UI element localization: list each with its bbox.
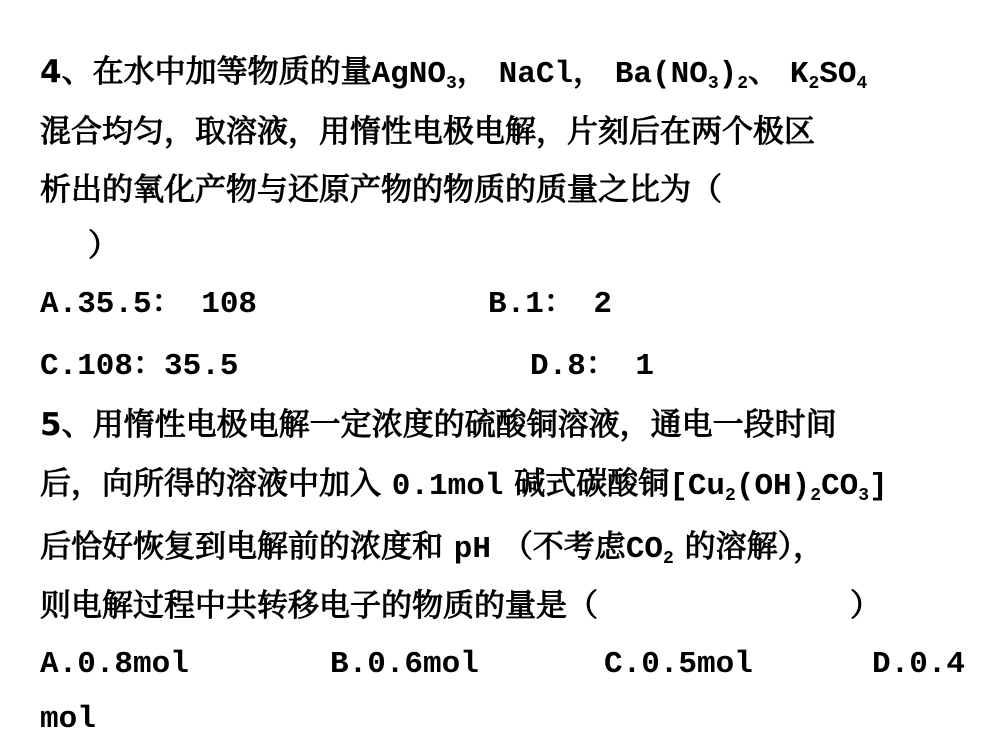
q5-line-2-prefix: 后，向所得的溶液中加入 bbox=[40, 466, 381, 502]
q5-option-b[interactable]: B.0.6mol bbox=[330, 647, 479, 682]
q4-option-a[interactable]: A.35.5： 108 bbox=[40, 287, 258, 322]
q4-option-b[interactable]: B.1： 2 bbox=[488, 287, 613, 322]
q4-line-1 bbox=[40, 52, 867, 95]
q4-option-d[interactable]: D.8： 1 bbox=[530, 349, 655, 384]
q5-formula bbox=[669, 469, 888, 504]
q5-line-3 bbox=[40, 527, 824, 570]
q4-bano bbox=[615, 57, 748, 92]
q4-bano-text: Ba(NO bbox=[614, 57, 708, 92]
q5-co2-text: CO bbox=[625, 532, 664, 567]
q4-so-sub: 4 bbox=[856, 74, 868, 94]
q5-line-2 bbox=[40, 464, 888, 507]
q5-line-4: 则电解过程中共转移电子的物质的量是（ bbox=[40, 588, 598, 624]
q4-bano-sub2: 2 bbox=[737, 74, 749, 94]
q4-line-2: 混合均匀，取溶液，用惰性电极电解，片刻后在两个极区 bbox=[40, 114, 815, 150]
q5-oh-sub: 2 bbox=[810, 486, 822, 506]
q4-sep2: ， bbox=[573, 54, 605, 90]
q5-amount: 0.1mol bbox=[391, 469, 504, 504]
q5-co2 bbox=[626, 532, 674, 567]
q5-line-3-mid: （不考虑 bbox=[501, 529, 626, 565]
q5-formula-open: [Cu bbox=[669, 469, 726, 504]
q5-co: CO bbox=[821, 469, 859, 504]
q5-option-d-cont[interactable]: mol bbox=[40, 702, 96, 737]
q5-line-3-suffix: 的溶解）， bbox=[684, 529, 825, 565]
q4-k2so4 bbox=[790, 57, 867, 92]
q4-line-3: 析出的氧化产物与还原产物的物质的质量之比为（ bbox=[40, 172, 722, 208]
q5-co-sub: 3 bbox=[858, 486, 870, 506]
q4-k-sub: 2 bbox=[808, 74, 820, 94]
q4-sep1: ， bbox=[456, 54, 488, 90]
q5-option-d[interactable]: D.0.4 bbox=[872, 647, 966, 682]
q4-bano-sub1: 3 bbox=[707, 74, 719, 94]
q4-prefix: 4、在水中加等物质的量 bbox=[40, 54, 372, 90]
q5-line-1: 5、用惰性电极电解一定浓度的硫酸铜溶液，通电一段时间 bbox=[40, 407, 837, 443]
q4-option-c[interactable]: C.108：35.5 bbox=[40, 349, 239, 384]
q5-ph: pH bbox=[453, 532, 492, 567]
q4-agno bbox=[372, 57, 457, 92]
q5-co2-sub: 2 bbox=[663, 549, 674, 569]
q4-line-4: ） bbox=[88, 228, 119, 264]
q4-agno-text: AgNO bbox=[371, 57, 446, 92]
q4-sep3: 、 bbox=[748, 54, 780, 90]
q4-bano-close: ) bbox=[718, 57, 738, 92]
q5-oh: (OH) bbox=[735, 469, 811, 504]
q4-k-text: K bbox=[789, 57, 809, 92]
q5-line-3-prefix: 后恰好恢复到电解前的浓度和 bbox=[40, 529, 443, 565]
q5-line-2-mid: 碱式碳酸铜 bbox=[514, 466, 670, 502]
q5-option-a[interactable]: A.0.8mol bbox=[40, 647, 189, 682]
q4-agno-sub: 3 bbox=[446, 74, 457, 94]
q5-formula-close: ] bbox=[869, 469, 888, 504]
q5-line-4-close: ） bbox=[850, 588, 881, 624]
q4-nacl: NaCl bbox=[498, 57, 574, 92]
q5-option-c[interactable]: C.0.5mol bbox=[604, 647, 753, 682]
q5-cu-sub: 2 bbox=[725, 486, 736, 506]
q4-so-text: SO bbox=[819, 57, 857, 92]
